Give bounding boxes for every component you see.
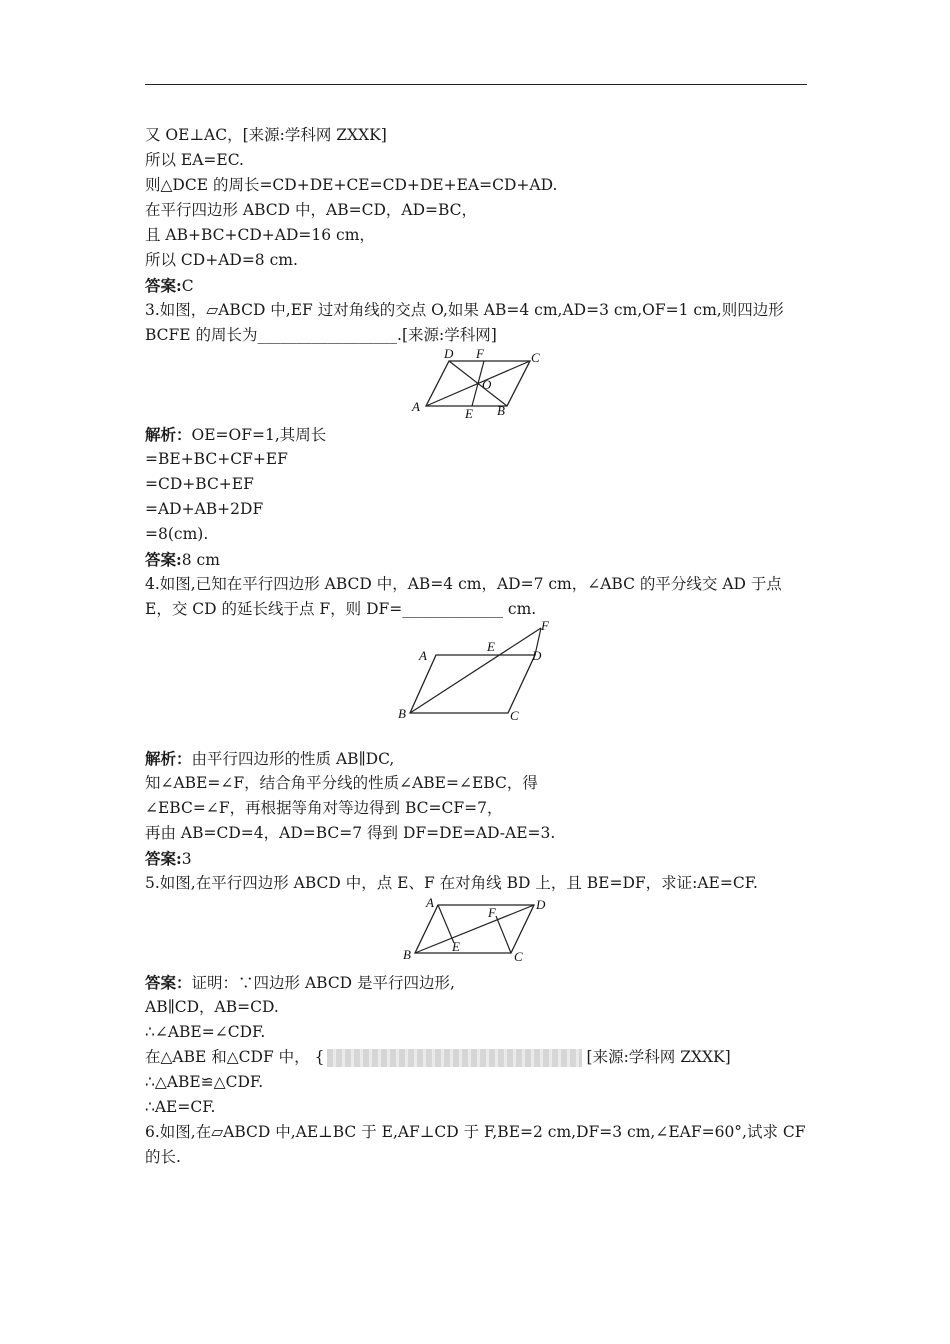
answer-line xyxy=(145,970,807,995)
label-d: D xyxy=(536,897,546,912)
answer-label: 答案: xyxy=(145,849,182,868)
label-e: E xyxy=(452,939,460,954)
label-a: A xyxy=(412,399,420,414)
text-line: 再由 AB=CD=4，AD=BC=7 得到 DF=DE=AD-AE=3. xyxy=(145,824,556,842)
text-line: 且 AB+BC+CD+AD=16 cm， xyxy=(145,226,375,244)
label-c: C xyxy=(531,350,540,365)
label-d: D xyxy=(444,346,454,361)
solution-text: OE=OF=1,其周长 xyxy=(191,426,327,444)
text-line: 所以 EA=EC. xyxy=(145,151,244,169)
label-a: A xyxy=(419,648,427,663)
figure-parallelogram-5 xyxy=(400,895,550,967)
answer-line xyxy=(145,273,807,298)
text-part: 在△ABE 和△CDF 中， xyxy=(145,1048,310,1066)
segment-ae xyxy=(438,905,454,943)
diagonal-bd xyxy=(415,905,534,953)
text-line xyxy=(145,1045,807,1070)
text-line: ∴∠ABE=∠CDF. xyxy=(145,1023,266,1041)
system-brace: { xyxy=(314,1048,325,1066)
label-c: C xyxy=(514,949,523,964)
figure-parallelogram-4 xyxy=(395,618,555,724)
question-3: 3.如图，▱ABCD 中,EF 过对角线的交点 O,如果 AB=4 cm,AD=3 cm,OF=1 cm,则四边形 BCFE 的周长为__________________.[来源:学科网] xyxy=(145,301,784,344)
segment-cf xyxy=(496,916,511,953)
text-line: 知∠ABE=∠F，结合角平分线的性质∠ABE=∠EBC，得 xyxy=(145,774,538,792)
solution-text: 由平行四边形的性质 AB∥DC, xyxy=(191,750,395,768)
label-b: B xyxy=(403,947,411,962)
label-f: F xyxy=(476,346,484,361)
solution-line xyxy=(145,746,807,771)
text-line: AB∥CD，AB=CD. xyxy=(145,998,279,1016)
answer-label: 答案: xyxy=(145,276,182,295)
equation-system-image xyxy=(327,1049,582,1067)
label-f: F xyxy=(488,905,496,920)
text-line: 则△DCE 的周长=CD+DE+CE=CD+DE+EA=CD+AD. xyxy=(145,176,558,194)
solution-line xyxy=(145,422,807,447)
figure-parallelogram-3 xyxy=(408,345,540,421)
text-line: 在平行四边形 ABCD 中，AB=CD，AD=BC， xyxy=(145,201,478,219)
answer-line xyxy=(145,846,807,871)
text-line: ∴△ABE≌△CDF. xyxy=(145,1073,264,1091)
text-line: ∴AE=CF. xyxy=(145,1098,216,1116)
parallelogram-shape xyxy=(410,655,535,713)
text-line: ∠EBC=∠F，再根据等角对等边得到 BC=CF=7， xyxy=(145,799,503,817)
answer-value: C xyxy=(181,277,194,295)
label-b: B xyxy=(497,403,505,418)
label-f: F xyxy=(541,618,549,633)
question-6: 6.如图,在▱ABCD 中,AE⊥BC 于 E,AF⊥CD 于 F,BE=2 cm,DF=3 cm,∠EAF=60°,试求 CF 的长. xyxy=(145,1123,806,1166)
answer-label: 答案: xyxy=(145,550,182,569)
answer-value: 3 xyxy=(181,850,192,868)
text-line: =AD+AB+2DF xyxy=(145,500,264,518)
label-e: E xyxy=(465,406,473,421)
label-b: B xyxy=(398,706,406,721)
answer-text: 证明：∵四边形 ABCD 是平行四边形, xyxy=(191,974,455,992)
label-o: O xyxy=(482,377,492,392)
label-c: C xyxy=(510,708,519,723)
solution-label: 解析： xyxy=(145,749,192,768)
text-line: =CD+BC+EF xyxy=(145,475,254,493)
answer-label: 答案： xyxy=(145,973,192,992)
label-d: D xyxy=(532,648,542,663)
text-line: 所以 CD+AD=8 cm. xyxy=(145,251,298,269)
question-5: 5.如图,在平行四边形 ABCD 中，点 E、F 在对角线 BD 上，且 BE=DF，求证:AE=CF. xyxy=(145,874,758,892)
answer-value: 8 cm xyxy=(181,551,220,569)
text-line: =BE+BC+CF+EF xyxy=(145,450,288,468)
source-note: [来源:学科网 ZXXK] xyxy=(586,1048,731,1066)
answer-line xyxy=(145,547,807,572)
label-a: A xyxy=(426,895,434,910)
text-line: =8(cm). xyxy=(145,525,209,543)
question-4: 4.如图,已知在平行四边形 ABCD 中，AB=4 cm，AD=7 cm，∠ABC 的平分线交 AD 于点 E，交 CD 的延长线于点 F，则 DF=_____________ cm. xyxy=(145,575,782,618)
text-line: 又 OE⊥AC，[来源:学科网 ZXXK] xyxy=(145,126,387,144)
label-e: E xyxy=(487,639,495,654)
solution-label: 解析： xyxy=(145,425,192,444)
header-rule xyxy=(145,84,807,85)
